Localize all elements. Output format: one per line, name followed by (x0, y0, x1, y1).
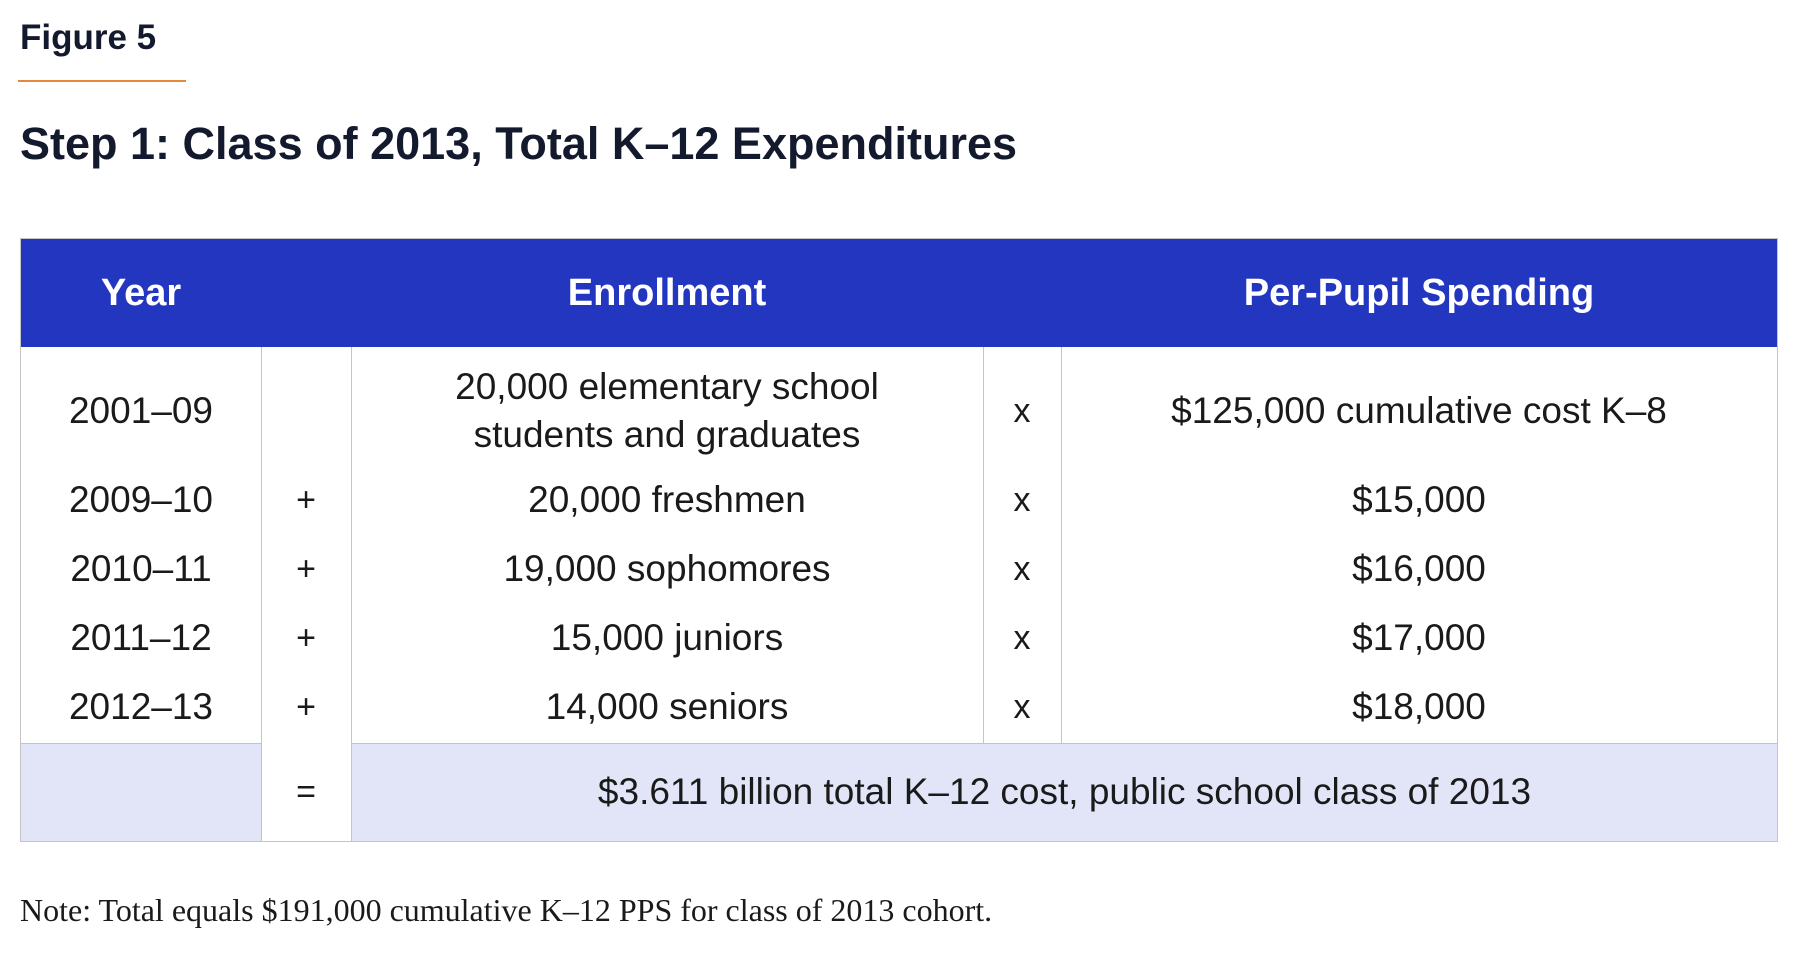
row-1-spending: $125,000 cumulative cost K–8 (1171, 389, 1667, 431)
row-1-operator (261, 361, 351, 461)
row-4-multiply: x (1013, 618, 1031, 657)
total-value: $3.611 billion total K–12 cost, public school class of 2013 (597, 771, 1532, 813)
row-1-multiply: x (1013, 391, 1031, 430)
row-1-year: 2001–09 (68, 389, 214, 431)
figure-title: Step 1: Class of 2013, Total K–12 Expenditures (20, 118, 1018, 169)
row-2-year: 2009–10 (68, 478, 214, 520)
row-4-spending: $17,000 (1352, 616, 1486, 658)
header-enrollment: Enrollment (567, 272, 767, 314)
row-1-enrollment: 20,000 elementary school students and graduates (455, 365, 879, 455)
row-5-spending: $18,000 (1352, 685, 1486, 727)
total-operator: = (296, 773, 316, 812)
row-2-operator: + (296, 480, 316, 519)
row-3-enrollment: 19,000 sophomores (503, 547, 831, 589)
table-header (21, 239, 1777, 347)
row-5-enrollment: 14,000 seniors (545, 685, 789, 727)
row-2-multiply: x (1013, 480, 1031, 519)
row-4-year: 2011–12 (70, 616, 212, 658)
row-4-operator: + (296, 618, 316, 657)
figure-label-underline (18, 80, 186, 82)
row-2-spending: $15,000 (1352, 478, 1486, 520)
figure-label: Figure 5 (20, 18, 157, 57)
row-5-operator: + (296, 687, 316, 726)
row-3-spending: $16,000 (1352, 547, 1486, 589)
header-year: Year (100, 272, 182, 314)
header-per-pupil-spending: Per-Pupil Spending (1243, 272, 1595, 314)
row-3-operator: + (296, 549, 316, 588)
row-divider (21, 743, 261, 744)
expenditures-table (20, 238, 1778, 842)
row-5-multiply: x (1013, 687, 1031, 726)
row-5-year: 2012–13 (68, 685, 214, 727)
row-3-year: 2010–11 (70, 547, 212, 589)
total-row-year-cell (21, 743, 261, 841)
table-note: Note: Total equals $191,000 cumulative K–12 PPS for class of 2013 cohort. (20, 892, 993, 928)
row-4-enrollment: 15,000 juniors (550, 616, 784, 658)
row-3-multiply: x (1013, 549, 1031, 588)
row-2-enrollment: 20,000 freshmen (528, 478, 806, 520)
